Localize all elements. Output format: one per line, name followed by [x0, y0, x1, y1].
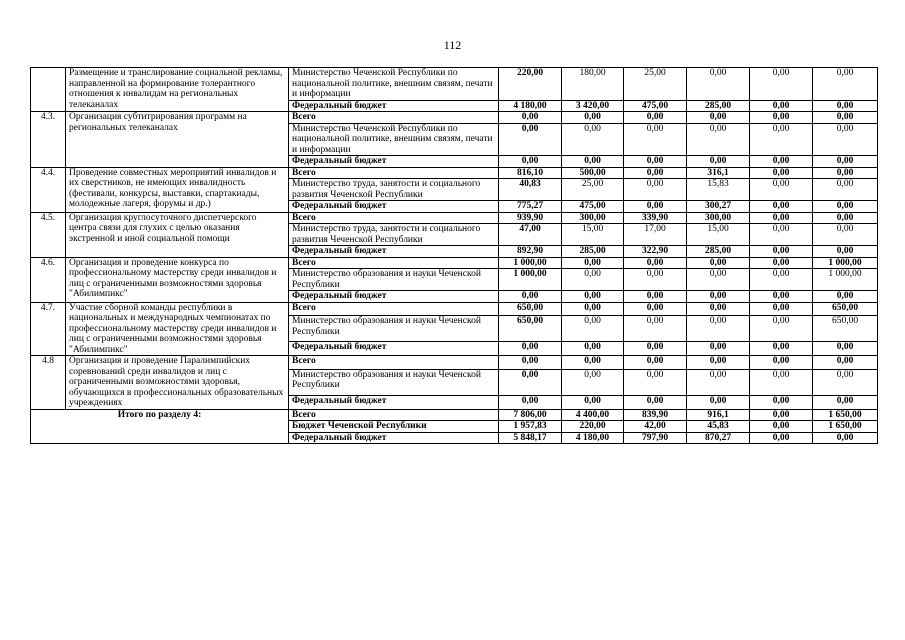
item-description: Организация круглосуточного диспетчерского центра связи для глухих с целью оказания экстренной и иной социальной помощи: [66, 212, 289, 257]
item-number: 4.3.: [31, 112, 66, 168]
amount-cell: 797,90: [624, 432, 687, 444]
amount-cell: 285,00: [687, 246, 750, 258]
amount-cell: 0,00: [624, 167, 687, 179]
amount-cell: 0,00: [687, 356, 750, 370]
amount-cell: 0,00: [624, 156, 687, 168]
amount-cell: 17,00: [624, 224, 687, 246]
total-label: Итого по разделу 4:: [31, 409, 289, 444]
amount-cell: 0,00: [750, 179, 813, 201]
amount-cell: 650,00: [499, 316, 562, 342]
amount-cell: 0,00: [624, 369, 687, 395]
amount-cell: 0,00: [813, 369, 878, 395]
amount-cell: 0,00: [813, 224, 878, 246]
funding-source: Всего: [289, 167, 499, 179]
amount-cell: 0,00: [750, 123, 813, 156]
amount-cell: 0,00: [813, 201, 878, 213]
amount-cell: 816,10: [499, 167, 562, 179]
amount-cell: 0,00: [562, 156, 624, 168]
amount-cell: 0,00: [499, 356, 562, 370]
item-number: 4.6.: [31, 257, 66, 302]
amount-cell: 25,00: [562, 179, 624, 201]
amount-cell: 0,00: [687, 123, 750, 156]
item-number: 4.5.: [31, 212, 66, 257]
amount-cell: 0,00: [624, 201, 687, 213]
amount-cell: 0,00: [813, 100, 878, 112]
amount-cell: 0,00: [813, 342, 878, 356]
amount-cell: 1 650,00: [813, 421, 878, 433]
funding-source: Федеральный бюджет: [289, 201, 499, 213]
amount-cell: 0,00: [687, 316, 750, 342]
amount-cell: 300,27: [687, 201, 750, 213]
amount-cell: 0,00: [499, 291, 562, 303]
amount-cell: 0,00: [750, 269, 813, 291]
amount-cell: 892,90: [499, 246, 562, 258]
table-row: [31, 167, 878, 179]
amount-cell: 0,00: [687, 342, 750, 356]
amount-cell: 0,00: [562, 269, 624, 291]
funding-source: Всего: [289, 112, 499, 124]
amount-cell: 475,00: [562, 201, 624, 213]
amount-cell: 0,00: [624, 269, 687, 291]
amount-cell: 0,00: [499, 112, 562, 124]
amount-cell: 0,00: [562, 316, 624, 342]
funding-source: Федеральный бюджет: [289, 156, 499, 168]
amount-cell: 0,00: [687, 257, 750, 269]
amount-cell: 0,00: [562, 342, 624, 356]
amount-cell: 775,27: [499, 201, 562, 213]
amount-cell: 0,00: [750, 342, 813, 356]
item-description: Организация и проведение конкурса по профессиональному мастерству среди инвалидов и лиц с ограниченными возможностями здоровья "Абилимпикс": [66, 257, 289, 302]
amount-cell: 0,00: [813, 123, 878, 156]
amount-cell: 0,00: [687, 112, 750, 124]
funding-source: Бюджет Чеченской Республики: [289, 421, 499, 433]
amount-cell: 0,00: [562, 291, 624, 303]
amount-cell: 0,00: [750, 212, 813, 224]
amount-cell: 0,00: [750, 369, 813, 395]
table-row: [31, 212, 878, 224]
amount-cell: 0,00: [624, 112, 687, 124]
amount-cell: 7 806,00: [499, 409, 562, 421]
amount-cell: 0,00: [687, 395, 750, 409]
amount-cell: 5 848,17: [499, 432, 562, 444]
amount-cell: 0,00: [813, 112, 878, 124]
amount-cell: 0,00: [750, 316, 813, 342]
amount-cell: 15,00: [562, 224, 624, 246]
table-row: [31, 302, 878, 316]
amount-cell: 0,00: [624, 179, 687, 201]
amount-cell: 47,00: [499, 224, 562, 246]
amount-cell: 0,00: [624, 342, 687, 356]
amount-cell: 0,00: [499, 123, 562, 156]
amount-cell: 0,00: [687, 302, 750, 316]
amount-cell: 0,00: [813, 212, 878, 224]
item-description: Организация субтитрирования программ на региональных телеканалах: [66, 112, 289, 168]
amount-cell: 0,00: [562, 112, 624, 124]
funding-source: Министерство труда, занятости и социального развития Чеченской Республики: [289, 179, 499, 201]
amount-cell: 0,00: [813, 156, 878, 168]
budget-table: [30, 67, 878, 444]
amount-cell: 300,00: [562, 212, 624, 224]
amount-cell: 15,83: [687, 179, 750, 201]
amount-cell: 475,00: [624, 100, 687, 112]
amount-cell: 1 000,00: [813, 269, 878, 291]
item-number: 4.4.: [31, 167, 66, 212]
item-number: [31, 68, 66, 112]
amount-cell: 0,00: [813, 356, 878, 370]
amount-cell: 0,00: [813, 167, 878, 179]
item-description: Проведение совместных мероприятий инвалидов и их сверстников, не имеющих инвалидность (фестивали, конкурсы, выставки, спартакиады, молодежные лагеря, форумы и др.): [66, 167, 289, 212]
amount-cell: 1 000,00: [813, 257, 878, 269]
amount-cell: 3 420,00: [562, 100, 624, 112]
amount-cell: 0,00: [750, 356, 813, 370]
amount-cell: 0,00: [750, 201, 813, 213]
amount-cell: 0,00: [750, 156, 813, 168]
amount-cell: 285,00: [562, 246, 624, 258]
amount-cell: 1 000,00: [499, 257, 562, 269]
funding-source: Всего: [289, 356, 499, 370]
amount-cell: 322,90: [624, 246, 687, 258]
amount-cell: 1 650,00: [813, 409, 878, 421]
amount-cell: 0,00: [750, 167, 813, 179]
amount-cell: 0,00: [750, 257, 813, 269]
amount-cell: 0,00: [687, 369, 750, 395]
amount-cell: 45,83: [687, 421, 750, 433]
funding-source: Федеральный бюджет: [289, 342, 499, 356]
amount-cell: 939,90: [499, 212, 562, 224]
amount-cell: 0,00: [687, 291, 750, 303]
amount-cell: 0,00: [624, 316, 687, 342]
amount-cell: 285,00: [687, 100, 750, 112]
table-row: [31, 112, 878, 124]
amount-cell: 25,00: [624, 68, 687, 101]
amount-cell: 220,00: [562, 421, 624, 433]
amount-cell: 650,00: [813, 302, 878, 316]
item-description: Организация и проведение Паралимпийских соревнований среди инвалидов и лиц с ограниченными возможностями здоровья, обучающихся в профессиональных образовательных учреждениях: [66, 356, 289, 410]
amount-cell: 839,90: [624, 409, 687, 421]
amount-cell: 0,00: [562, 302, 624, 316]
amount-cell: 0,00: [750, 68, 813, 101]
amount-cell: 0,00: [562, 395, 624, 409]
amount-cell: 15,00: [687, 224, 750, 246]
amount-cell: 0,00: [687, 68, 750, 101]
amount-cell: 0,00: [624, 291, 687, 303]
amount-cell: 180,00: [562, 68, 624, 101]
amount-cell: 0,00: [813, 395, 878, 409]
amount-cell: 0,00: [624, 395, 687, 409]
amount-cell: 0,00: [750, 100, 813, 112]
amount-cell: 0,00: [499, 395, 562, 409]
amount-cell: 4 180,00: [562, 432, 624, 444]
funding-source: Федеральный бюджет: [289, 100, 499, 112]
amount-cell: 0,00: [813, 246, 878, 258]
amount-cell: 0,00: [624, 302, 687, 316]
total-row: [31, 409, 878, 421]
funding-source: Всего: [289, 212, 499, 224]
table-row: [31, 356, 878, 370]
funding-source: Министерство труда, занятости и социального развития Чеченской Республики: [289, 224, 499, 246]
amount-cell: 650,00: [813, 316, 878, 342]
amount-cell: 40,83: [499, 179, 562, 201]
amount-cell: 300,00: [687, 212, 750, 224]
amount-cell: 500,00: [562, 167, 624, 179]
amount-cell: 1 957,83: [499, 421, 562, 433]
amount-cell: 0,00: [750, 246, 813, 258]
amount-cell: 0,00: [750, 302, 813, 316]
amount-cell: 0,00: [624, 257, 687, 269]
funding-source: Всего: [289, 257, 499, 269]
funding-source: Министерство Чеченской Республики по национальной политике, внешним связям, печати и информации: [289, 68, 499, 101]
amount-cell: 0,00: [499, 342, 562, 356]
amount-cell: 0,00: [813, 432, 878, 444]
funding-source: Федеральный бюджет: [289, 246, 499, 258]
amount-cell: 42,00: [624, 421, 687, 433]
amount-cell: 0,00: [750, 112, 813, 124]
amount-cell: 4 400,00: [562, 409, 624, 421]
amount-cell: 0,00: [624, 356, 687, 370]
funding-source: Федеральный бюджет: [289, 432, 499, 444]
funding-source: Министерство образования и науки Чеченской Республики: [289, 316, 499, 342]
amount-cell: 916,1: [687, 409, 750, 421]
amount-cell: 4 180,00: [499, 100, 562, 112]
funding-source: Федеральный бюджет: [289, 395, 499, 409]
amount-cell: 870,27: [687, 432, 750, 444]
amount-cell: 0,00: [562, 356, 624, 370]
funding-source: Федеральный бюджет: [289, 291, 499, 303]
amount-cell: 0,00: [813, 291, 878, 303]
amount-cell: 0,00: [687, 269, 750, 291]
item-description: Участие сборной команды республики в национальных и международных чемпионатах по профессиональному мастерству среди инвалидов и лиц с ограниченными возможностями здоровья "Абилимпикс": [66, 302, 289, 356]
page-number: 112: [443, 38, 462, 52]
amount-cell: 0,00: [562, 257, 624, 269]
amount-cell: 0,00: [624, 123, 687, 156]
amount-cell: 0,00: [562, 369, 624, 395]
item-number: 4.8: [31, 356, 66, 410]
amount-cell: 0,00: [750, 395, 813, 409]
funding-source: Министерство Чеченской Республики по национальной политике, внешним связям, печати и информации: [289, 123, 499, 156]
funding-source: Министерство образования и науки Чеченской Республики: [289, 369, 499, 395]
amount-cell: 0,00: [750, 421, 813, 433]
amount-cell: 339,90: [624, 212, 687, 224]
amount-cell: 0,00: [813, 179, 878, 201]
amount-cell: 0,00: [750, 432, 813, 444]
funding-source: Всего: [289, 302, 499, 316]
amount-cell: 1 000,00: [499, 269, 562, 291]
amount-cell: 0,00: [499, 156, 562, 168]
amount-cell: 650,00: [499, 302, 562, 316]
amount-cell: 0,00: [687, 156, 750, 168]
amount-cell: 0,00: [750, 409, 813, 421]
item-description: Размещение и транслирование социальной рекламы, направленной на формирование толерантного отношения к инвалидам на региональных телеканалах: [66, 68, 289, 112]
amount-cell: 316,1: [687, 167, 750, 179]
amount-cell: 0,00: [562, 123, 624, 156]
table-row: [31, 257, 878, 269]
funding-source: Всего: [289, 409, 499, 421]
amount-cell: 220,00: [499, 68, 562, 101]
amount-cell: 0,00: [813, 68, 878, 101]
item-number: 4.7.: [31, 302, 66, 356]
amount-cell: 0,00: [750, 224, 813, 246]
amount-cell: 0,00: [750, 291, 813, 303]
table-row: [31, 68, 878, 101]
funding-source: Министерство образования и науки Чеченской Республики: [289, 269, 499, 291]
amount-cell: 0,00: [499, 369, 562, 395]
